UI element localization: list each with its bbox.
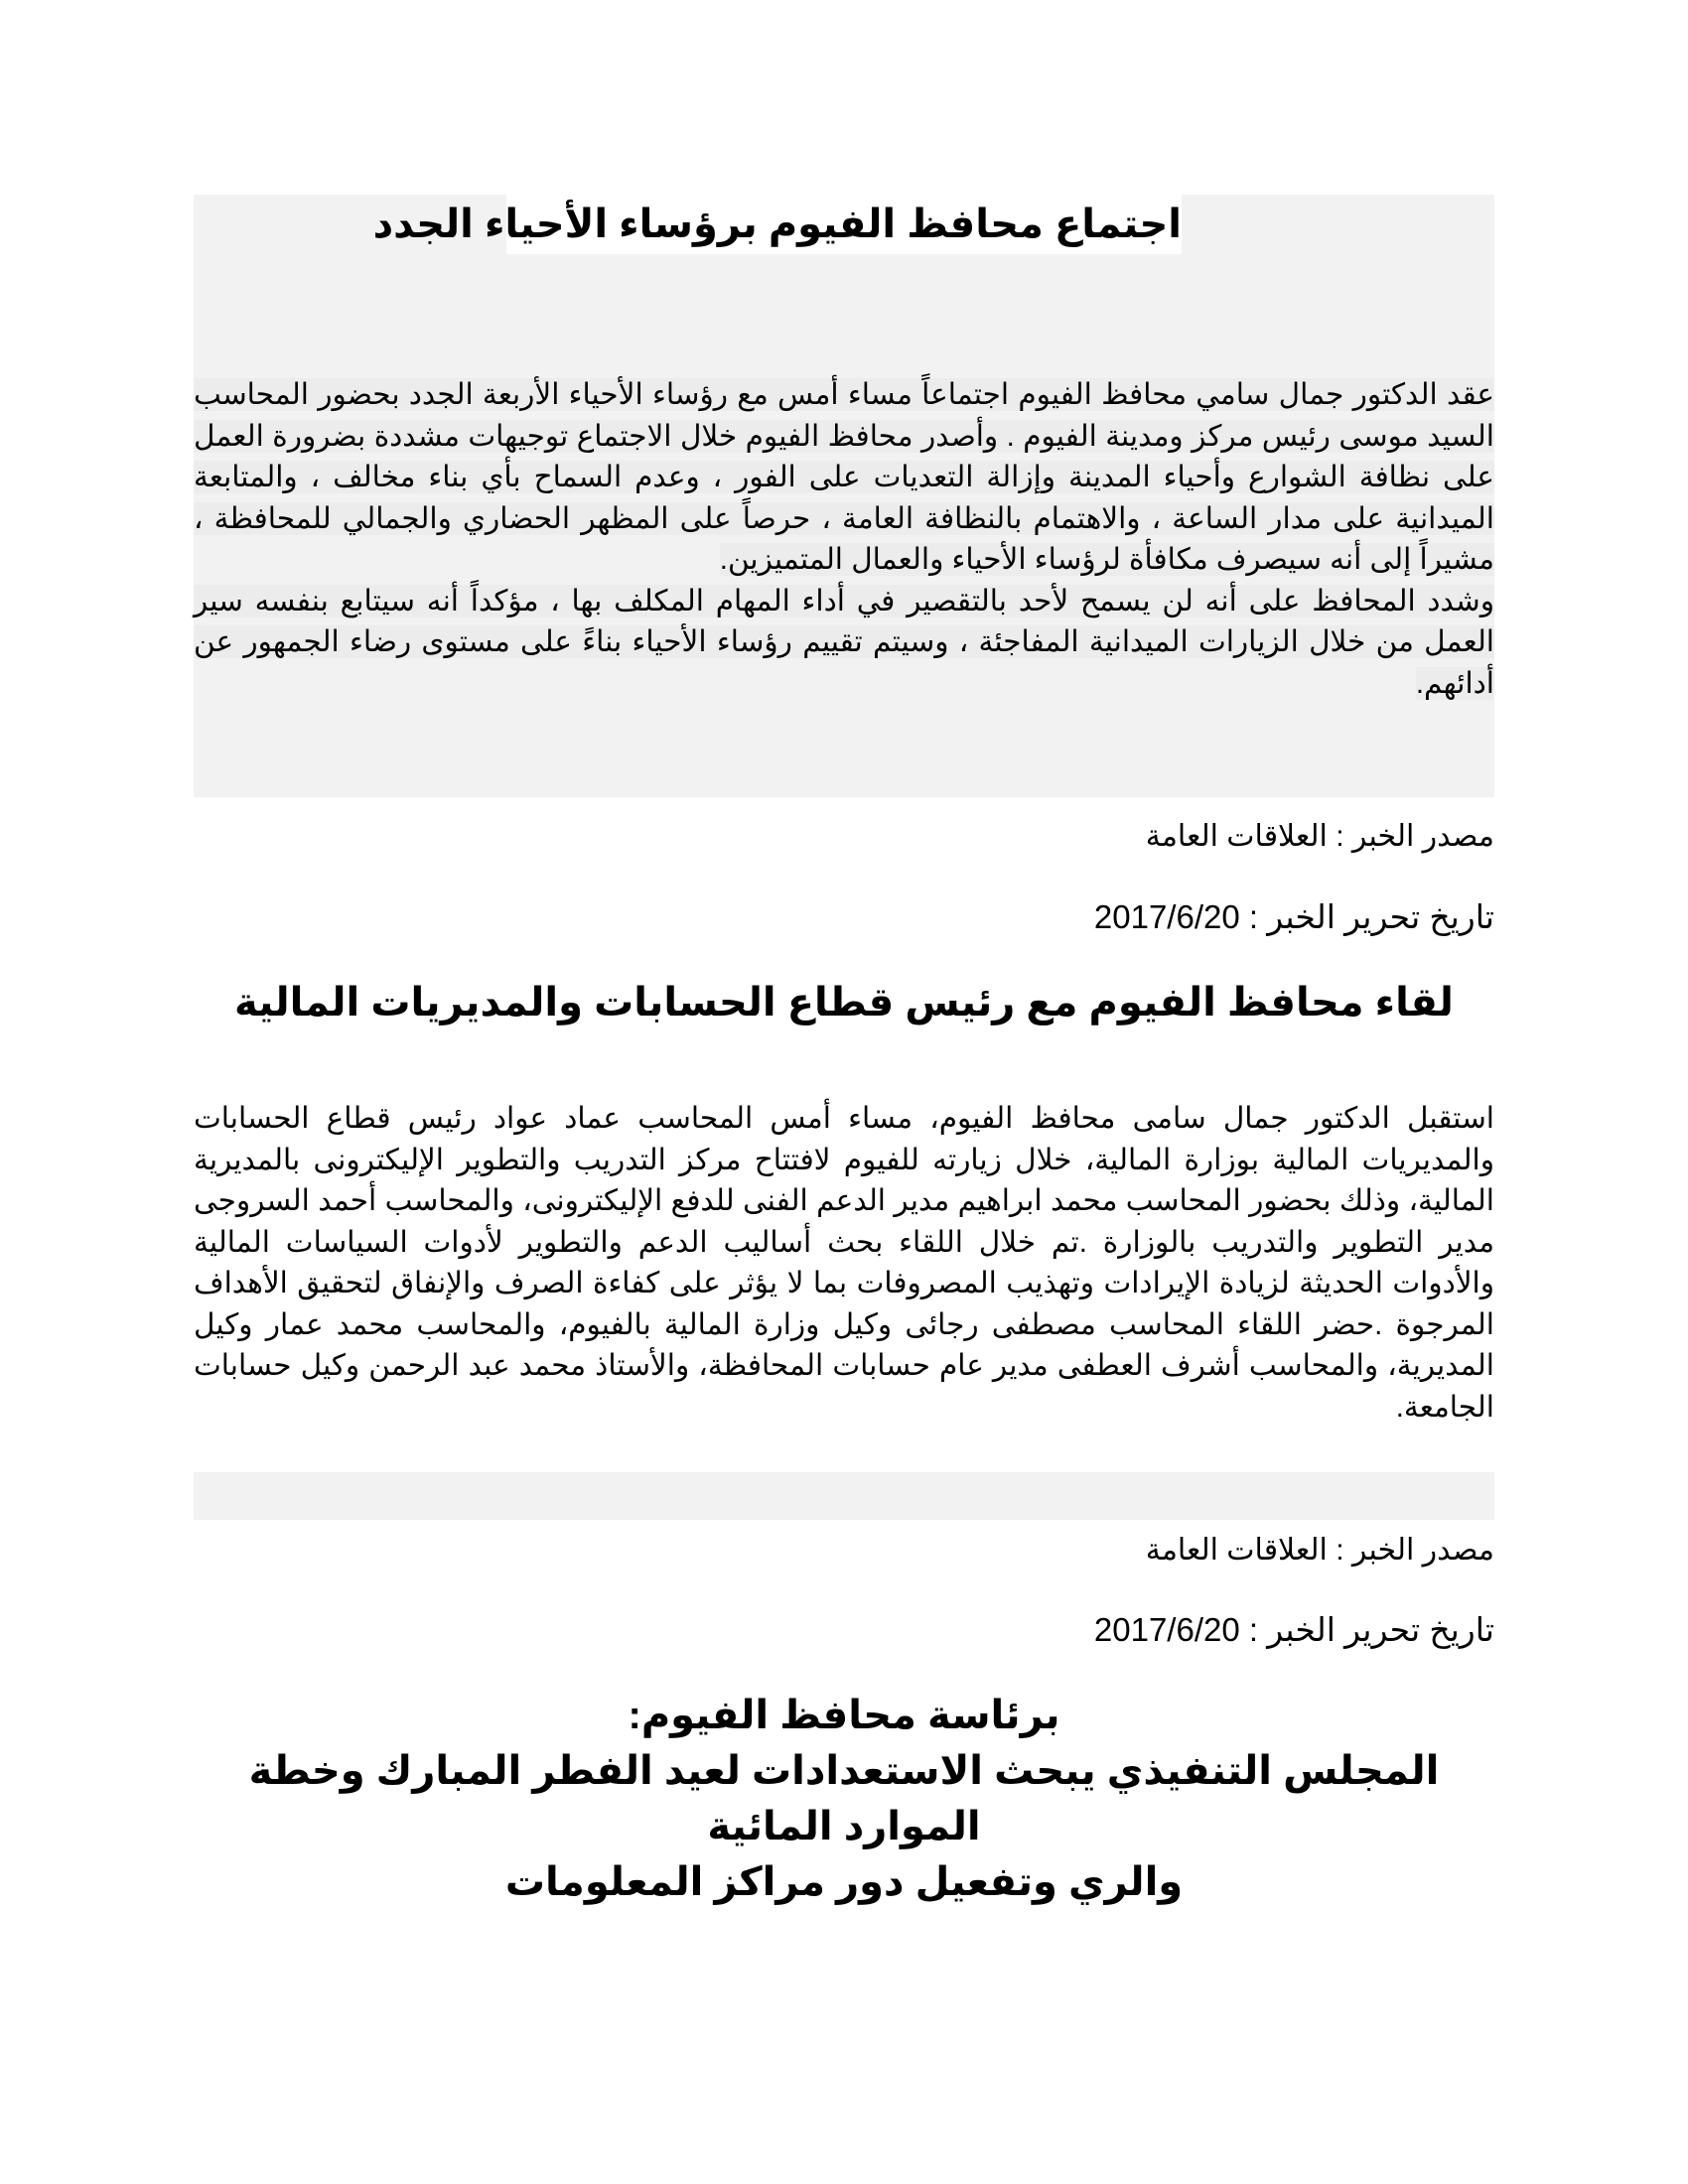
- article1-title: اجتماع محافظ الفيوم برؤساء الأحياء الجدد: [506, 195, 1182, 254]
- article2-title: لقاء محافظ الفيوم مع رئيس قطاع الحسابات والمديريات المالية: [234, 981, 1454, 1024]
- article3-title-line-3: والري وتفعيل دور مراكز المعلومات: [504, 1860, 1184, 1904]
- article3-title-line-2: المجلس التنفيذي يبحث الاستعدادات لعيد الفطر المبارك وخطة الموارد المائية: [248, 1749, 1440, 1848]
- article2-date: تاريخ تحرير الخبر : 2017/6/20: [1093, 1611, 1494, 1648]
- article3-title-line-1: برئاسة محافظ الفيوم:: [628, 1694, 1060, 1737]
- article1-paragraph-1: [194, 374, 1494, 581]
- article1-date: تاريخ تحرير الخبر : 2017/6/20: [1093, 898, 1494, 935]
- article1-paragraph-2: [194, 581, 1494, 705]
- article1-paragraph-1-text: عقد الدكتور جمال سامي محافظ الفيوم اجتماعاً مساء أمس مع رؤساء الأحياء الأربعة الجدد بحضور المحاسب السيد موسى رئيس مركز ومدينة الفيوم . وأصدر محافظ الفيوم خلال الاجتماع توجيهات مشددة بضرورة العمل على نظافة الشوارع وأحياء المدينة وإزالة التعديات على الفور ، وعدم السماح بأي بناء مخالف ، والمتابعة الميدانية على مدار الساعة ، والاهتمام بالنظافة العامة ، حرصاً على المظهر الحضاري والجمالي للمحافظة ، مشيراً إلى أنه سيصرف مكافأة لرؤساء الأحياء والعمال المتميزين.: [194, 378, 1494, 576]
- article2-body: استقبل الدكتور جمال سامى محافظ الفيوم، مساء أمس المحاسب عماد عواد رئيس قطاع الحسابات والمديريات المالية بوزارة المالية، خلال زيارته للفيوم لافتتاح مركز التدريب والتطوير الإليكترونى بالمديرية المالية، وذلك بحضور المحاسب محمد ابراهيم مدير الدعم الفنى للدفع الإليكترونى، والمحاسب أحمد السروجى مدير التطوير والتدريب بالوزارة .تم خلال اللقاء بحث أساليب الدعم والتطوير لأدوات السياسات المالية والأدوات الحديثة لزيادة الإيرادات وتهذيب المصروفات بما لا يؤثر على كفاءة الصرف والإنفاق لتحقيق الأهداف المرجوة .حضر اللقاء المحاسب مصطفى رجائى وكيل وزارة المالية بالفيوم، والمحاسب محمد عمار وكيل المديرية، والمحاسب أشرف العطفى مدير عام حسابات المحافظة، والأستاذ محمد عبد الرحمن وكيل حسابات الجامعة.: [194, 1102, 1494, 1424]
- article1-source: مصدر الخبر : العلاقات العامة: [1145, 820, 1494, 853]
- article2-source: مصدر الخبر : العلاقات العامة: [1145, 1534, 1494, 1567]
- article1-paragraph-2-text: وشدد المحافظ على أنه لن يسمح لأحد بالتقصير في أداء المهام المكلف بها ، مؤكداً أنه سيتابع بنفسه سير العمل من خلال الزيارات الميدانية المفاجئة ، وسيتم تقييم رؤساء الأحياء بناءً على مستوى رضاء الجمهور عن أدائهم.: [194, 584, 1494, 700]
- article1-body: [194, 374, 1494, 704]
- article2-shaded-strip: [194, 1472, 1494, 1520]
- article3-title: [194, 1688, 1494, 1910]
